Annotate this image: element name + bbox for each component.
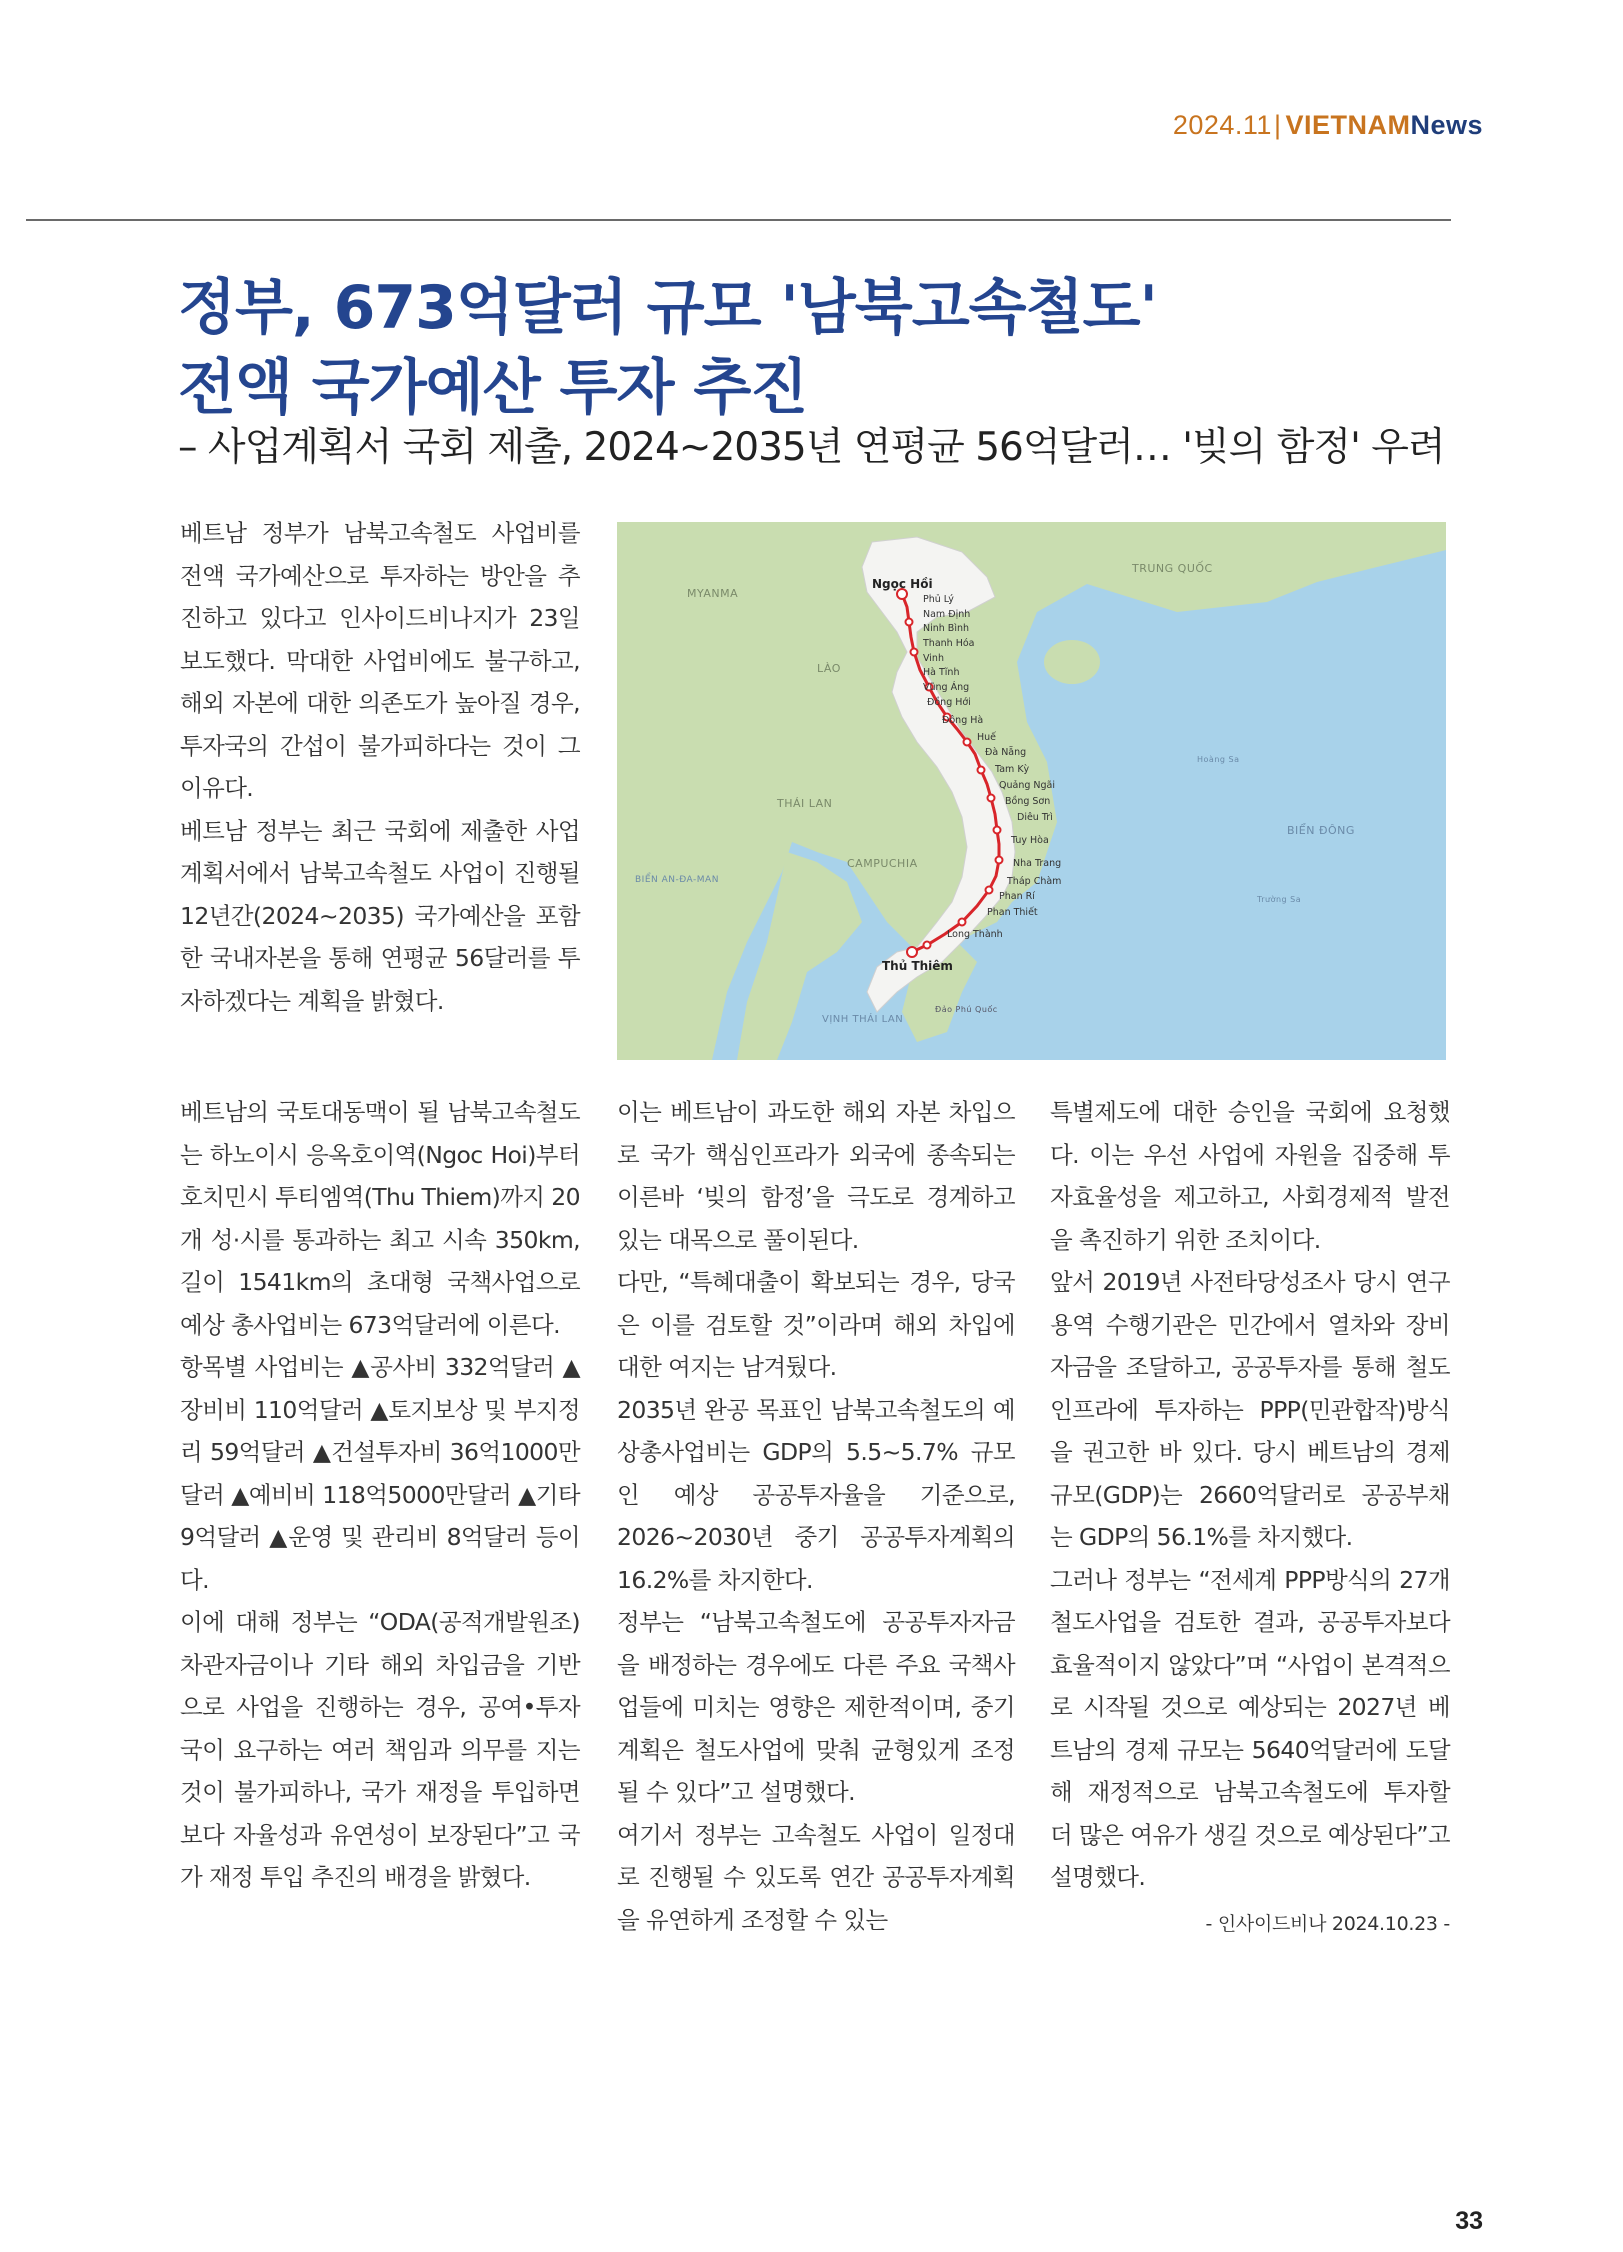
station-dot	[911, 649, 918, 656]
station-label: Diêu Trì	[1017, 812, 1053, 823]
source-credit: - 인사이드비나 2024.10.23 -	[1205, 1912, 1450, 1935]
station-dot	[978, 767, 985, 774]
station-label: Vũng Áng	[923, 682, 970, 693]
paragraph: 정부는 “남북고속철도에 공공투자자금을 배정하는 경우에도 다른 주요 국책사업들에 미치는 영향은 제한적이며, 중기 계획은 철도사업에 맞춰 균형있게 조정될 수 있다”고 설명했다.	[617, 1608, 1015, 1806]
terminal-label-end: Thủ Thiêm	[882, 959, 953, 973]
running-header	[1173, 110, 1483, 141]
map-region-label: Đảo Phú Quốc	[935, 1005, 998, 1014]
article-subtitle: – 사업계획서 국회 제출, 2024~2035년 연평균 56억달러… '빚의 함정' 우려	[178, 425, 1445, 470]
paragraph: 베트남 정부가 남북고속철도 사업비를 전액 국가예산으로 투자하는 방안을 추진하고 있다고 인사이드비나지가 23일 보도했다. 막대한 사업비에도 불구하고, 해외 자본에 대한 의존도가 높아질 경우, 투자국의 간섭이 불가피하다는 것이 그 이유다.	[180, 519, 580, 802]
station-dot	[986, 887, 993, 894]
column-1-bottom	[180, 1091, 580, 1899]
station-label: Đồng Hới	[927, 697, 971, 708]
issue-date: 2024.11	[1172, 110, 1272, 140]
station-label: Ninh Bình	[923, 623, 970, 634]
terminal-label-start: Ngọc Hồi	[872, 577, 933, 591]
title-line-2: 전액 국가예산 투자 추진	[178, 353, 808, 423]
paragraph: 항목별 사업비는 ▲공사비 332억달러 ▲장비비 110억달러 ▲토지보상 및 부지정리 59억달러 ▲건설투자비 36억1000만달러 ▲예비비 118억5000만달러 ▲기타 9억달러 ▲운영 및 관리비 8억달러 등이다.	[180, 1353, 580, 1594]
station-dot	[996, 857, 1003, 864]
paragraph: 앞서 2019년 사전타당성조사 당시 연구용역 수행기관은 민간에서 열차와 장비 자금을 조달하고, 공공투자를 통해 철도 인프라에 투자하는 PPP(민관합작)방식을 권고한 바 있다. 당시 베트남의 경제 규모(GDP)는 2660억달러로 공공부채는 GDP의 56.1%를 차지했다.	[1050, 1268, 1450, 1551]
station-label: Tháp Chàm	[1007, 876, 1062, 887]
station-label: Đà Nẵng	[985, 747, 1027, 758]
map-region-label: Hoàng Sa	[1197, 755, 1240, 764]
map-region-label: Trường Sa	[1257, 895, 1302, 904]
map-region-label: VỊNH THÁI LAN	[822, 1014, 904, 1025]
station-label: Bồng Sơn	[1005, 796, 1051, 807]
paragraph: 이에 대해 정부는 “ODA(공적개발원조) 차관자금이나 기타 해외 차입금을 기반으로 사업을 진행하는 경우, 공여•투자국이 요구하는 여러 책임과 의무를 지는 것이 불가피하나, 국가 재정을 투입하면 보다 자율성과 유연성이 보장된다”고 국가 재정 투입 추진의 배경을 밝혔다.	[180, 1608, 580, 1891]
column-3	[1050, 1091, 1450, 1945]
station-dot	[959, 919, 966, 926]
map-region-label: LÀO	[817, 662, 841, 675]
railway-route-map	[617, 522, 1446, 1060]
page-number: 33	[1455, 2207, 1483, 2235]
column-2	[617, 1091, 1015, 1941]
station-dot	[964, 739, 971, 746]
paragraph: 베트남 정부는 최근 국회에 제출한 사업계획서에서 남북고속철도 사업이 진행될 12년간(2024~2035) 국가예산을 포함한 국내자본을 통해 연평균 56달러를 투자하겠다는 계획을 밝혔다.	[180, 816, 580, 1015]
paragraph: 다만, “특혜대출이 확보되는 경우, 당국은 이를 검토할 것”이라며 해외 차입에 대한 여지는 남겨뒀다.	[617, 1268, 1015, 1381]
paragraph: 2035년 완공 목표인 남북고속철도의 예상총사업비는 GDP의 5.5~5.7% 규모인 예상 공공투자율을 기준으로, 2026~2030년 중기 공공투자계획의 16.2%를 차지한다.	[617, 1395, 1015, 1594]
header-rule	[26, 219, 1451, 221]
station-label: Đông Hà	[942, 715, 984, 726]
paragraph: 그러나 정부는 “전세계 PPP방식의 27개 철도사업을 검토한 결과, 공공투자보다 효율적이지 않았다”며 “사업이 본격적으로 시작될 것으로 예상되는 2027년 베트남의 경제 규모는 5640억달러에 도달해 재정적으로 남북고속철도에 투자할 더 많은 여유가 생길 것으로 예상된다”고 설명했다.	[1050, 1565, 1450, 1891]
station-label: Long Thành	[947, 929, 1003, 940]
map-region-label: BIỂN AN-ĐA-MAN	[635, 875, 719, 885]
map-region-label: CAMPUCHIA	[847, 857, 918, 870]
map-region-label: BIỂN ĐÔNG	[1287, 824, 1355, 837]
station-label: Nam Định	[923, 609, 971, 620]
station-label: Thanh Hóa	[923, 638, 975, 649]
paragraph: 베트남의 국토대동맥이 될 남북고속철도는 하노이시 응옥호이역(Ngoc Hoi)부터 호치민시 투티엠역(Thu Thiem)까지 20개 성·시를 통과하는 최고 시속 350km, 길이 1541km의 초대형 국책사업으로 예상 총사업비는 673억달러에 이른다.	[180, 1098, 580, 1339]
map-region-label: THÁI LAN	[777, 797, 833, 810]
station-label: Quảng Ngãi	[999, 780, 1055, 791]
station-label: Nha Trang	[1013, 858, 1062, 869]
title-line-1: 정부, 673억달러 규모 '남북고속철도'	[178, 273, 1157, 343]
map-region-label: MYANMA	[687, 587, 739, 600]
brand-news: News	[1410, 110, 1483, 140]
paragraph: 이는 베트남이 과도한 해외 자본 차입으로 국가 핵심인프라가 외국에 종속되는 이른바 ‘빚의 함정’을 극도로 경계하고 있는 대목으로 풀이된다.	[617, 1098, 1015, 1254]
brand-vietnam: VIETNAM	[1285, 110, 1411, 140]
station-label: Phủ Lý	[923, 594, 954, 605]
station-label: Phan Rí	[999, 891, 1035, 902]
paragraph: 특별제도에 대한 승인을 국회에 요청했다. 이는 우선 사업에 자원을 집중해 투자효율성을 제고하고, 사회경제적 발전을 촉진하기 위한 조치이다.	[1050, 1098, 1450, 1254]
station-label: Hà Tĩnh	[923, 667, 960, 678]
station-label: Tam Kỳ	[995, 764, 1030, 775]
station-dot	[988, 795, 995, 802]
paragraph: 여기서 정부는 고속철도 사업이 일정대로 진행될 수 있도록 연간 공공투자계획을 유연하게 조정할 수 있는	[617, 1820, 1015, 1934]
station-label: Huế	[977, 732, 997, 743]
map-region-label: TRUNG QUỐC	[1132, 562, 1213, 575]
station-dot	[906, 619, 913, 626]
station-dot	[907, 947, 917, 957]
station-label: Tuy Hòa	[1011, 835, 1049, 846]
header-separator: |	[1273, 110, 1282, 140]
station-label: Vinh	[923, 653, 944, 664]
station-label: Phan Thiết	[987, 907, 1038, 918]
station-dot	[924, 942, 931, 949]
column-1-top	[180, 512, 580, 1022]
article-title	[178, 268, 1478, 428]
station-dot	[994, 827, 1001, 834]
